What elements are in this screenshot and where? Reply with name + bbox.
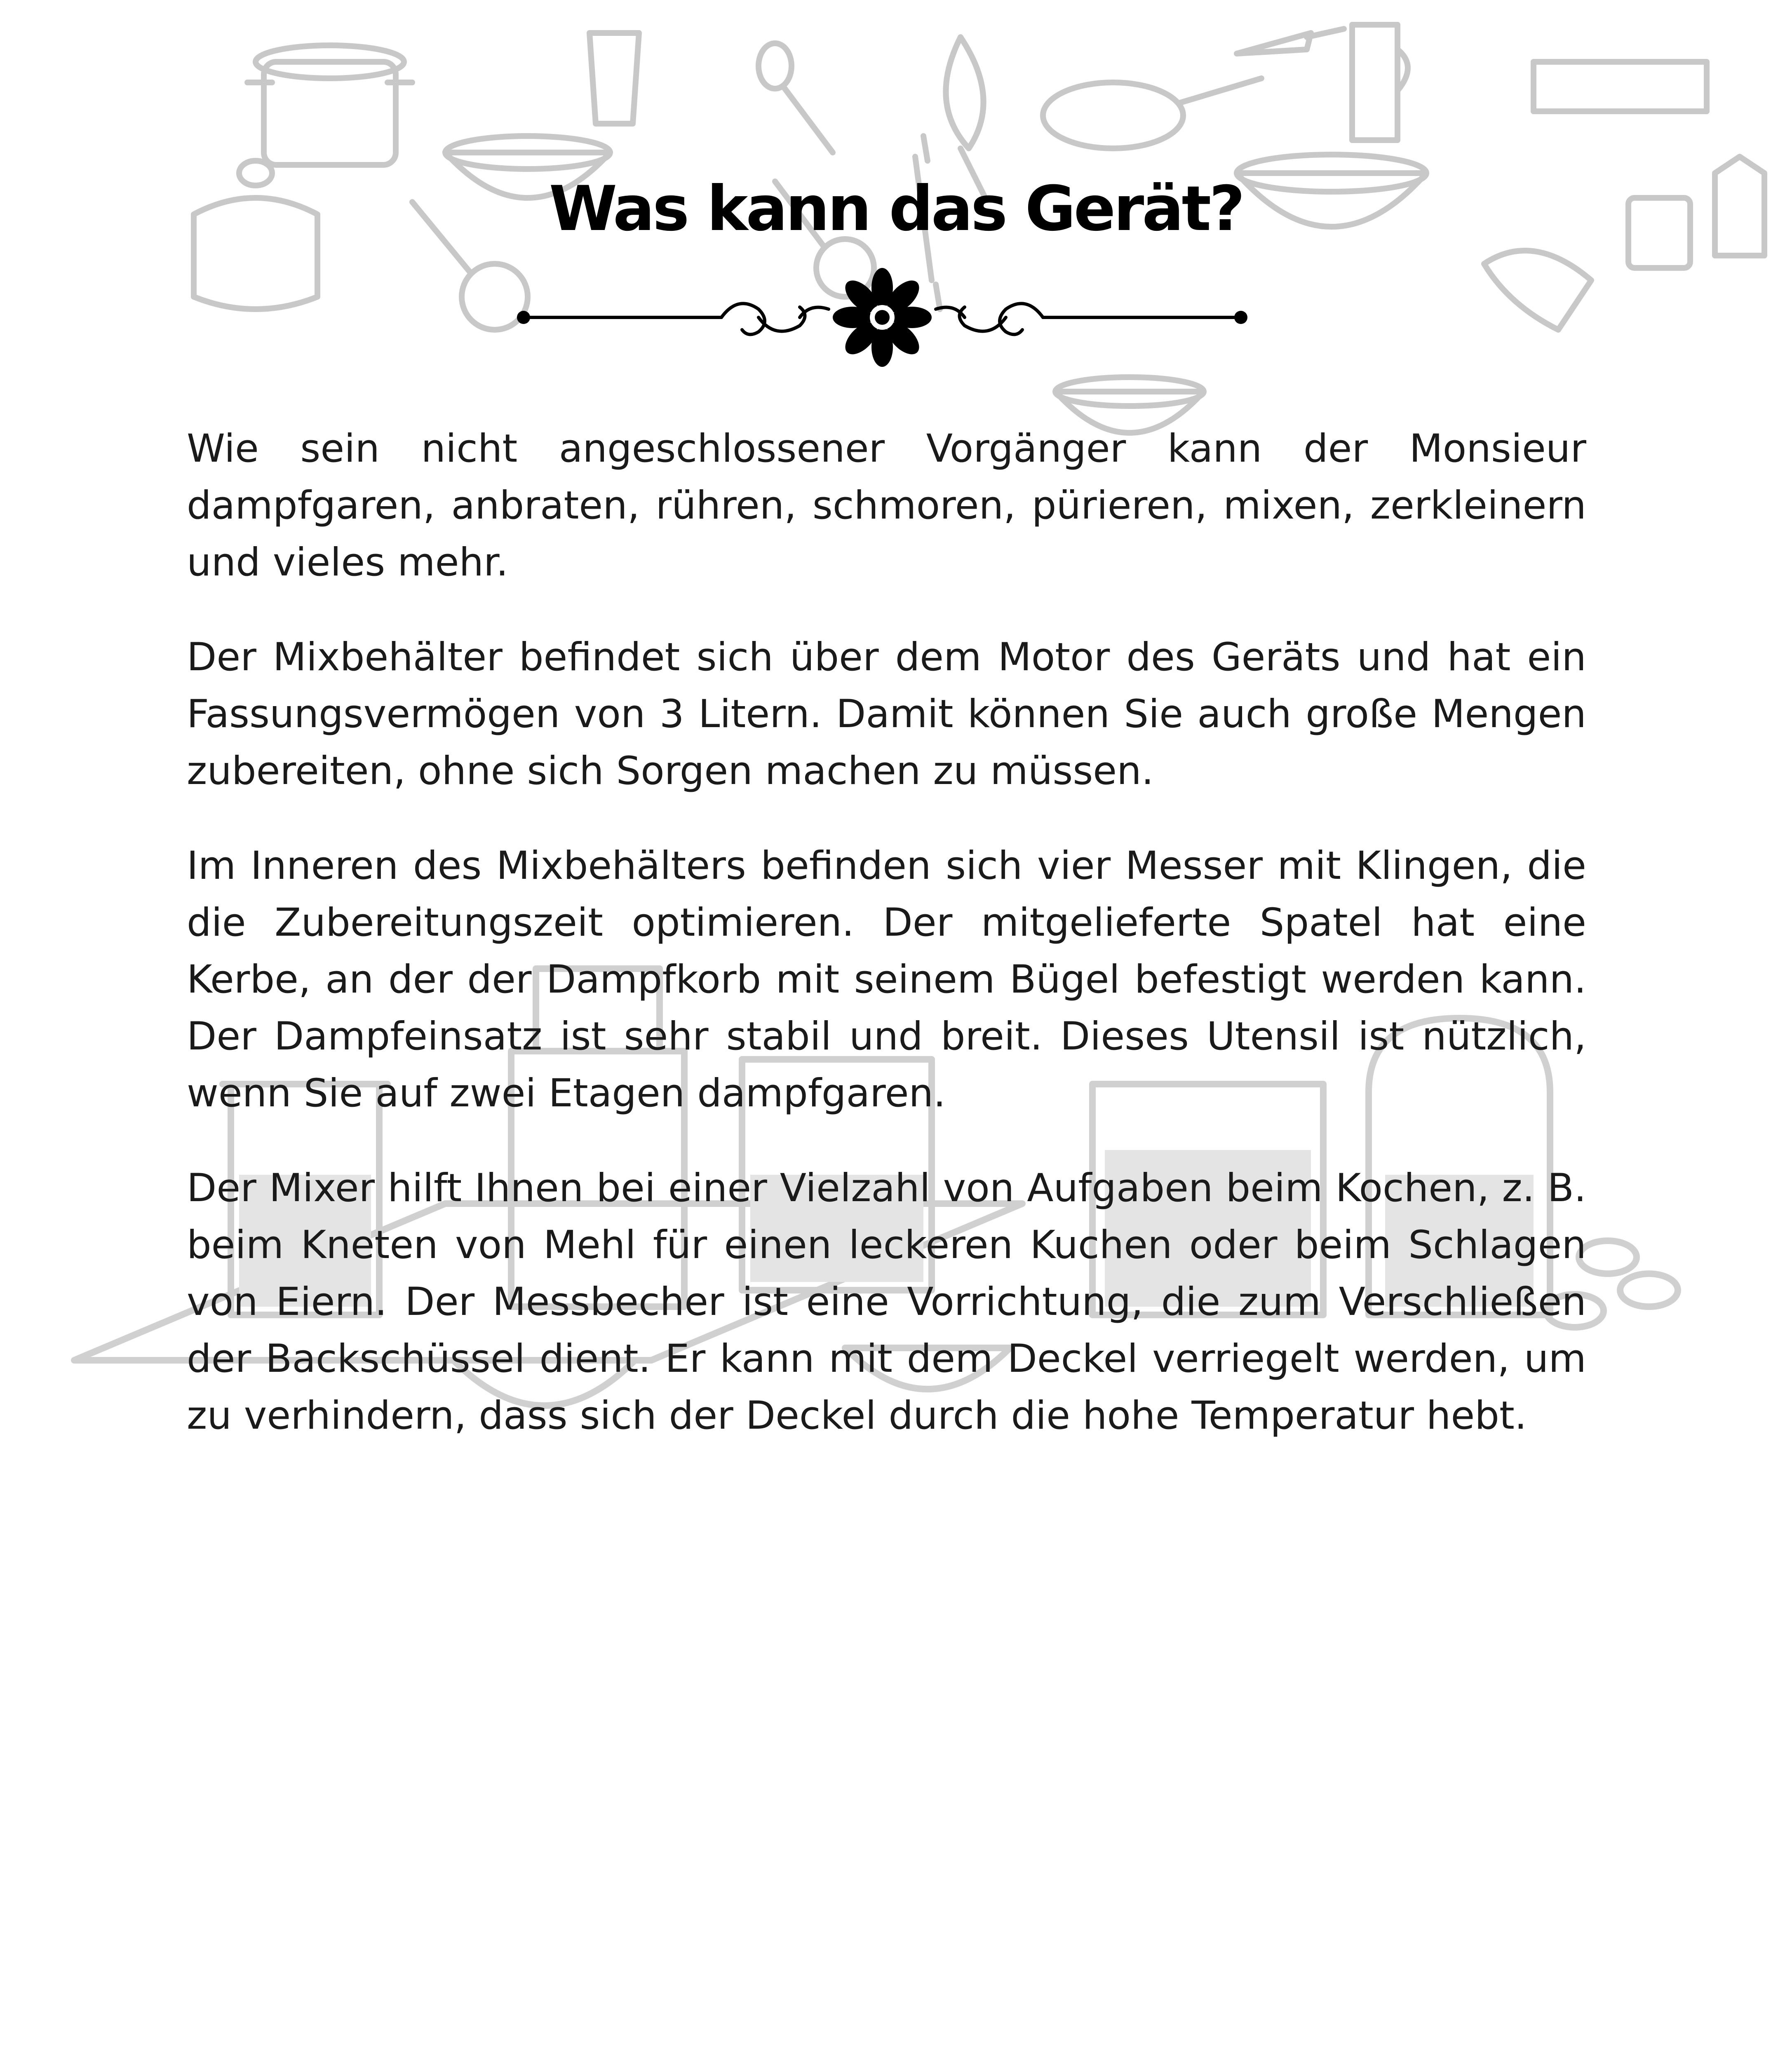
paragraph-1: Wie sein nicht angeschlossener Vorgänger kann der Monsieur dampfgaren, anbraten, rühren, schmoren, pürieren, mixen, zerkleinern und vieles mehr. [187,426,1586,585]
cookie-icon [1579,1241,1637,1274]
cake-tin-icon [1534,62,1707,111]
flower-divider-ornament [511,264,1253,371]
glass-icon [590,33,639,124]
page-title: Was kann das Gerät? [549,173,1243,245]
spoon-icon [759,43,791,89]
frying-pan-icon [1043,82,1183,148]
cloth-icon [1484,251,1591,330]
flower-icon [833,268,932,367]
paragraph-2: Der Mixbehälter befindet sich über dem Motor des Geräts und hat ein Fassungsvermögen von 3 Litern. Damit können Sie auch große Mengen zubereiten, ohne sich Sorgen machen zu müssen. [187,635,1586,793]
knife-icon [1237,29,1344,54]
paragraph-3: Im Inneren des Mixbehälters befinden sich vier Messer mit Klingen, die die Zubereitungszeit optimieren. Der mitgelieferte Spatel hat eine Kerbe, an der der Dampfkorb mit seinem Bügel befestigt werden kann. Der Dampfeinsatz ist sehr stabil und breit. Dieses Utensil ist nützlich, wenn Sie auf zwei Etagen dampfgaren. [187,843,1586,1116]
body-text [187,420,1586,1482]
paragraph-4: Der Mixer hilft Ihnen bei einer Vielzahl von Aufgaben beim Kochen, z. B. beim Kneten von Mehl für einen leckeren Kuchen oder beim Schlagen von Eiern. Der Messbecher ist eine Vorrichtung, die zum Verschließen der Backschüssel dient. Er kann mit dem Deckel verriegelt werden, um zu verhindern, dass sich der Deckel durch die hohe Temperatur hebt. [187,1166,1586,1438]
jug-icon [1352,25,1408,140]
